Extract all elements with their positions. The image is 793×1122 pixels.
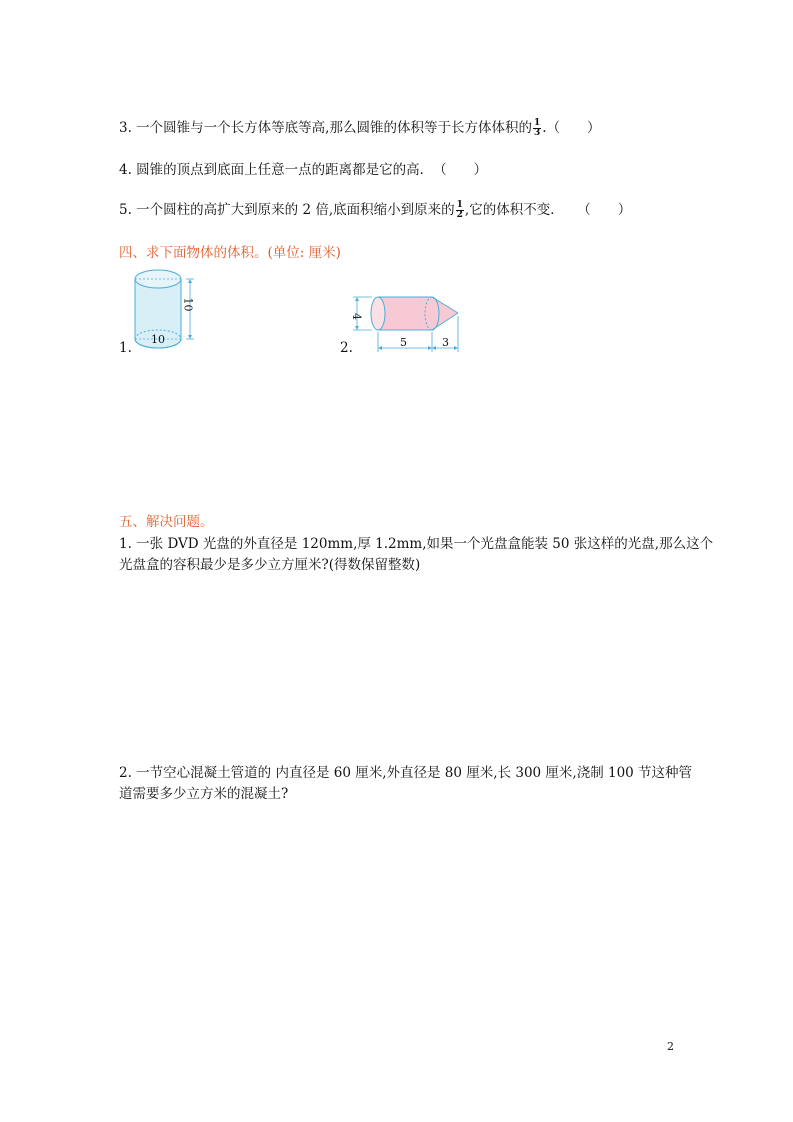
question-4: 4. 圆锥的顶点到底面上任意一点的距离都是它的高． （ ）: [119, 162, 488, 178]
problem-2-line-2: 道需要多少立方米的混凝土?: [119, 786, 289, 802]
question-5: [119, 201, 631, 220]
cylinder-diameter-label: 10: [151, 333, 165, 346]
fraction-one-half: $\frac{1}{2}$: [456, 200, 463, 220]
figure-2-diameter-label: 4: [350, 313, 363, 320]
question-3: [119, 119, 601, 138]
cylinder-height-label: 10: [181, 297, 195, 312]
page-number: 2: [667, 1040, 674, 1053]
problem-2-line-1: 2. 一节空心混凝土管道的 内直径是 60 厘米,外直径是 80 厘米,长 300 厘米,浇制 100 节这种管: [119, 765, 693, 781]
question-3-text: 3. 一个圆锥与一个长方体等底等高,那么圆锥的体积等于长方体体积的: [119, 120, 532, 136]
question-3-answer-blank: .（ ）: [542, 120, 601, 136]
section-5-title: 五、解决问题。: [119, 514, 214, 530]
section-4-title: 四、求下面物体的体积。(单位: 厘米): [119, 245, 341, 261]
question-5-text: 5. 一个圆柱的高扩大到原来的 2 倍,底面积缩小到原来的: [119, 202, 455, 218]
figure-2-cone-length-label: 3: [442, 336, 449, 349]
fraction-one-third: $\frac{1}{3}$: [533, 118, 541, 138]
problem-1-line-1: 1. 一张 DVD 光盘的外直径是 120mm,厚 1.2mm,如果一个光盘盒能装 50 张这样的光盘,那么这个: [119, 536, 714, 552]
figure-1-number: 1.: [119, 340, 132, 356]
figure-2-number: 2.: [340, 340, 353, 356]
question-5-answer-blank: ,它的体积不变． （ ）: [464, 202, 632, 218]
figure-2-cylinder-length-label: 5: [400, 336, 407, 349]
problem-1-line-2: 光盘盒的容积最少是多少立方厘米?(得数保留整数): [119, 557, 421, 573]
